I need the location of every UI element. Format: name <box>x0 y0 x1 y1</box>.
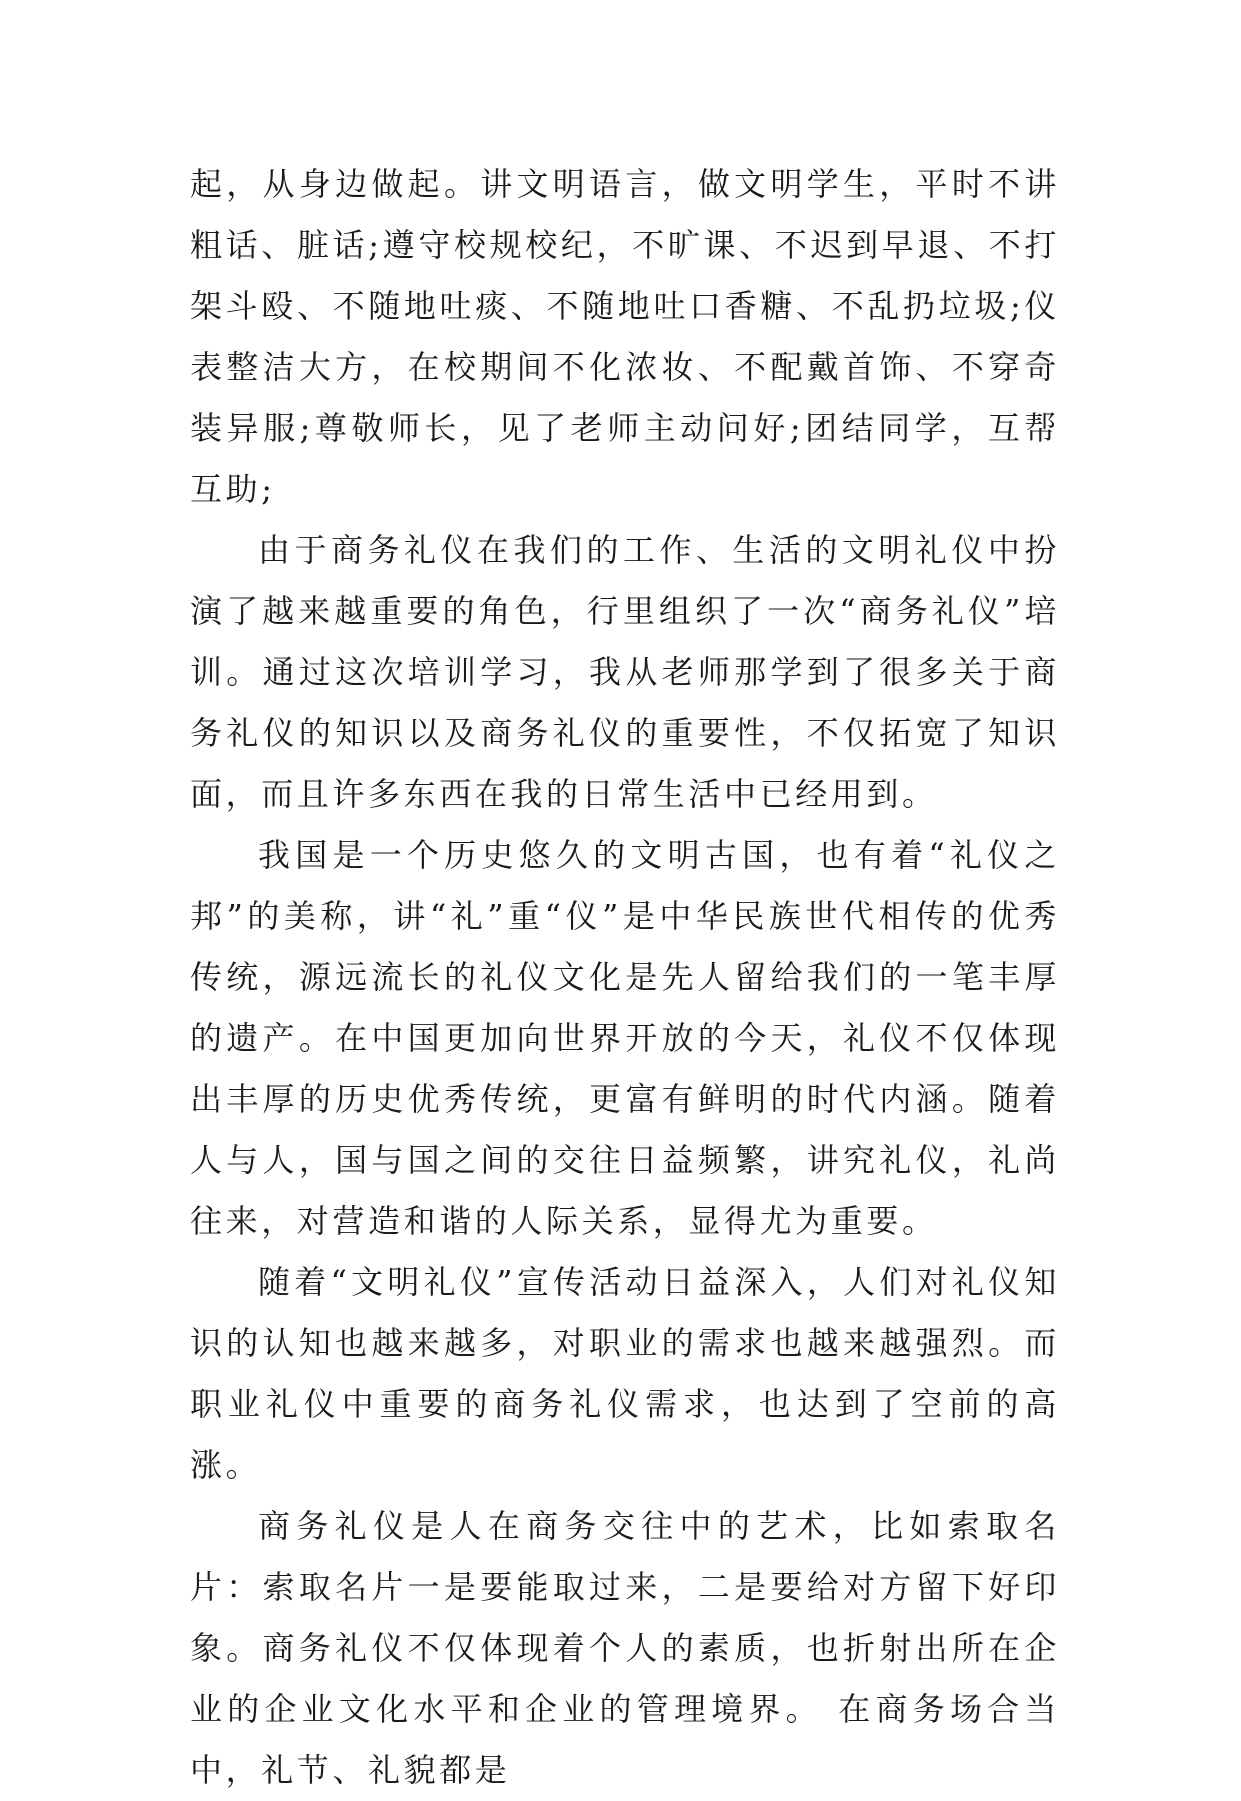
paragraph-land-of-etiquette: 我国是一个历史悠久的文明古国，也有着“礼仪之邦”的美称，讲“礼”重“仪”是中华民族世代相传的优秀传统，源远流长的礼仪文化是先人留给我们的一笔丰厚的遗产。在中国更加向世界开放的今天，礼仪不仅体现出丰厚的历史优秀传统，更富有鲜明的时代内涵。随着人与人，国与国之间的交往日益频繁，讲究礼仪，礼尚往来，对营造和谐的人际关系，显得尤为重要。 <box>190 836 1060 1240</box>
paragraph-business-etiquette-training: 由于商务礼仪在我们的工作、生活的文明礼仪中扮演了越来越重要的角色，行里组织了一次“商务礼仪”培训。通过这次培训学习，我从老师那学到了很多关于商务礼仪的知识以及商务礼仪的重要性，不仅拓宽了知识面，而且许多东西在我的日常生活中已经用到。 <box>190 531 1060 813</box>
paragraph-business-card-etiquette: 商务礼仪是人在商务交往中的艺术，比如索取名片：索取名片一是要能取过来，二是要给对方留下好印象。商务礼仪不仅体现着个人的素质，也折射出所在企业的企业文化水平和企业的管理境界。 在商务场合当中，礼节、礼貌都是 <box>190 1507 1060 1789</box>
paragraph-civilized-etiquette-campaign: 随着“文明礼仪”宣传活动日益深入，人们对礼仪知识的认知也越来越多，对职业的需求也越来越强烈。而职业礼仪中重要的商务礼仪需求，也达到了空前的高涨。 <box>190 1263 1060 1484</box>
paragraph-continuation: 起，从身边做起。讲文明语言，做文明学生，平时不讲粗话、脏话;遵守校规校纪，不旷课、不迟到早退、不打架斗殴、不随地吐痰、不随地吐口香糖、不乱扔垃圾;仪表整洁大方，在校期间不化浓妆、不配戴首饰、不穿奇装异服;尊敬师长，见了老师主动问好;团结同学，互帮互助; <box>190 165 1060 508</box>
document-body <box>190 154 1060 1801</box>
